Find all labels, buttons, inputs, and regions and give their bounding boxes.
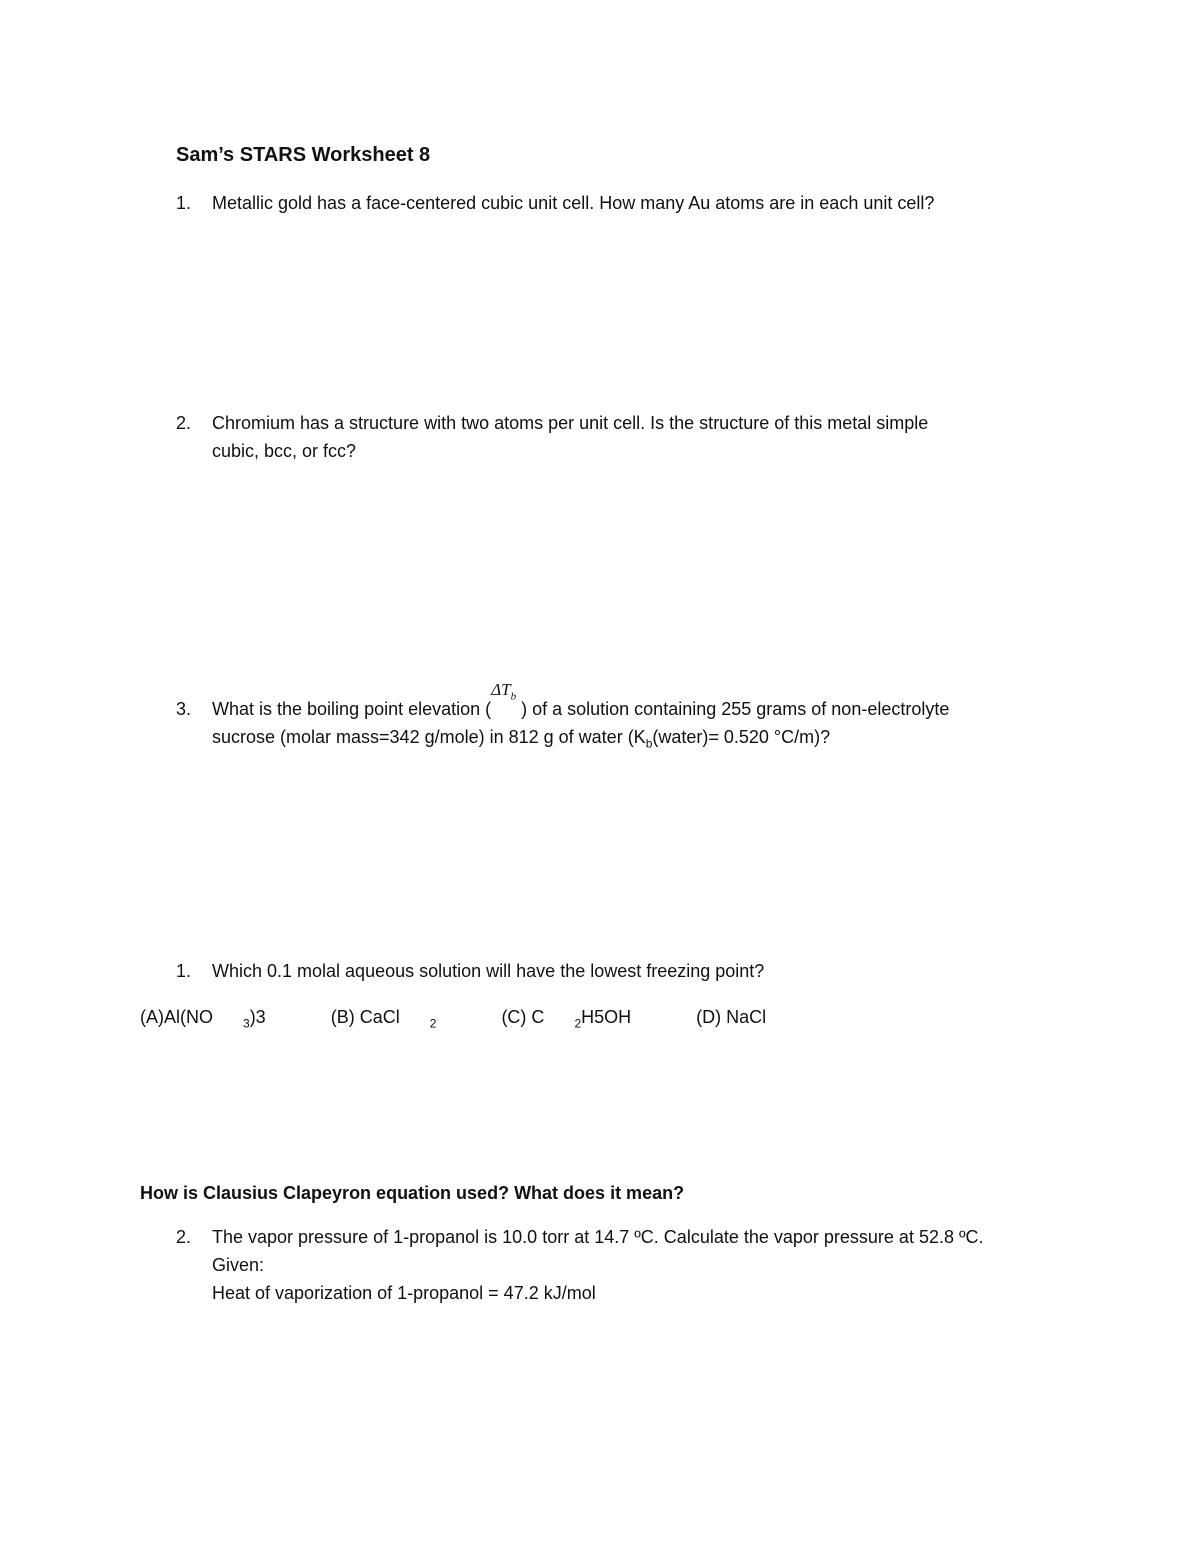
q3-line2-end: (water)= 0.520 °C/m)?	[652, 727, 831, 747]
q4-text: Which 0.1 molal aqueous solution will have the lowest freezing point?	[212, 961, 765, 981]
choice-c: (C) C $_2$H5OH	[501, 1007, 632, 1031]
q1-text: Metallic gold has a face-centered cubic unit cell. How many Au atoms are in each unit cell?	[212, 193, 935, 213]
section-heading: How is Clausius Clapeyron equation used? What does it mean?	[140, 1183, 685, 1203]
q4-number: 1.	[176, 961, 192, 981]
choice-d: (D) NaCl	[696, 1007, 767, 1027]
delta-t-letter: ΔT	[491, 680, 511, 699]
q3-line1-start: What is the boiling point elevation (	[212, 699, 492, 719]
kb-subscript: b	[645, 736, 653, 751]
q3-line2	[212, 723, 830, 751]
q2-line1: Chromium has a structure with two atoms per unit cell. Is the structure of this metal simple	[212, 413, 929, 433]
q2-line2: cubic, bcc, or fcc?	[212, 441, 357, 461]
q3-line2-start: sucrose (molar mass=342 g/mole) in 812 g of water (K	[212, 727, 646, 747]
q5-line3: Heat of vaporization of 1-propanol = 47.2 kJ/mol	[212, 1283, 596, 1303]
q5-number: 2.	[176, 1227, 192, 1247]
choice-a: (A)Al(NO $_3$)3	[140, 1007, 266, 1031]
q3-line1-end: ) of a solution containing 255 grams of non-electrolyte	[516, 699, 950, 719]
choice-b: (B) CaCl $_2$	[330, 1007, 437, 1031]
q2-number: 2.	[176, 413, 192, 433]
q5-line2: Given:	[212, 1255, 265, 1275]
delta-t-subscript: b	[510, 690, 517, 703]
q4-choices	[140, 1003, 856, 1031]
q3-number: 3.	[176, 699, 192, 719]
page-title: Sam’s STARS Worksheet 8	[176, 144, 431, 166]
q1-number: 1.	[176, 193, 192, 213]
q5-line1: The vapor pressure of 1-propanol is 10.0 torr at 14.7 ºC. Calculate the vapor pressure at 52.8 ºC.	[212, 1227, 984, 1247]
delta-t-symbol	[491, 676, 516, 704]
